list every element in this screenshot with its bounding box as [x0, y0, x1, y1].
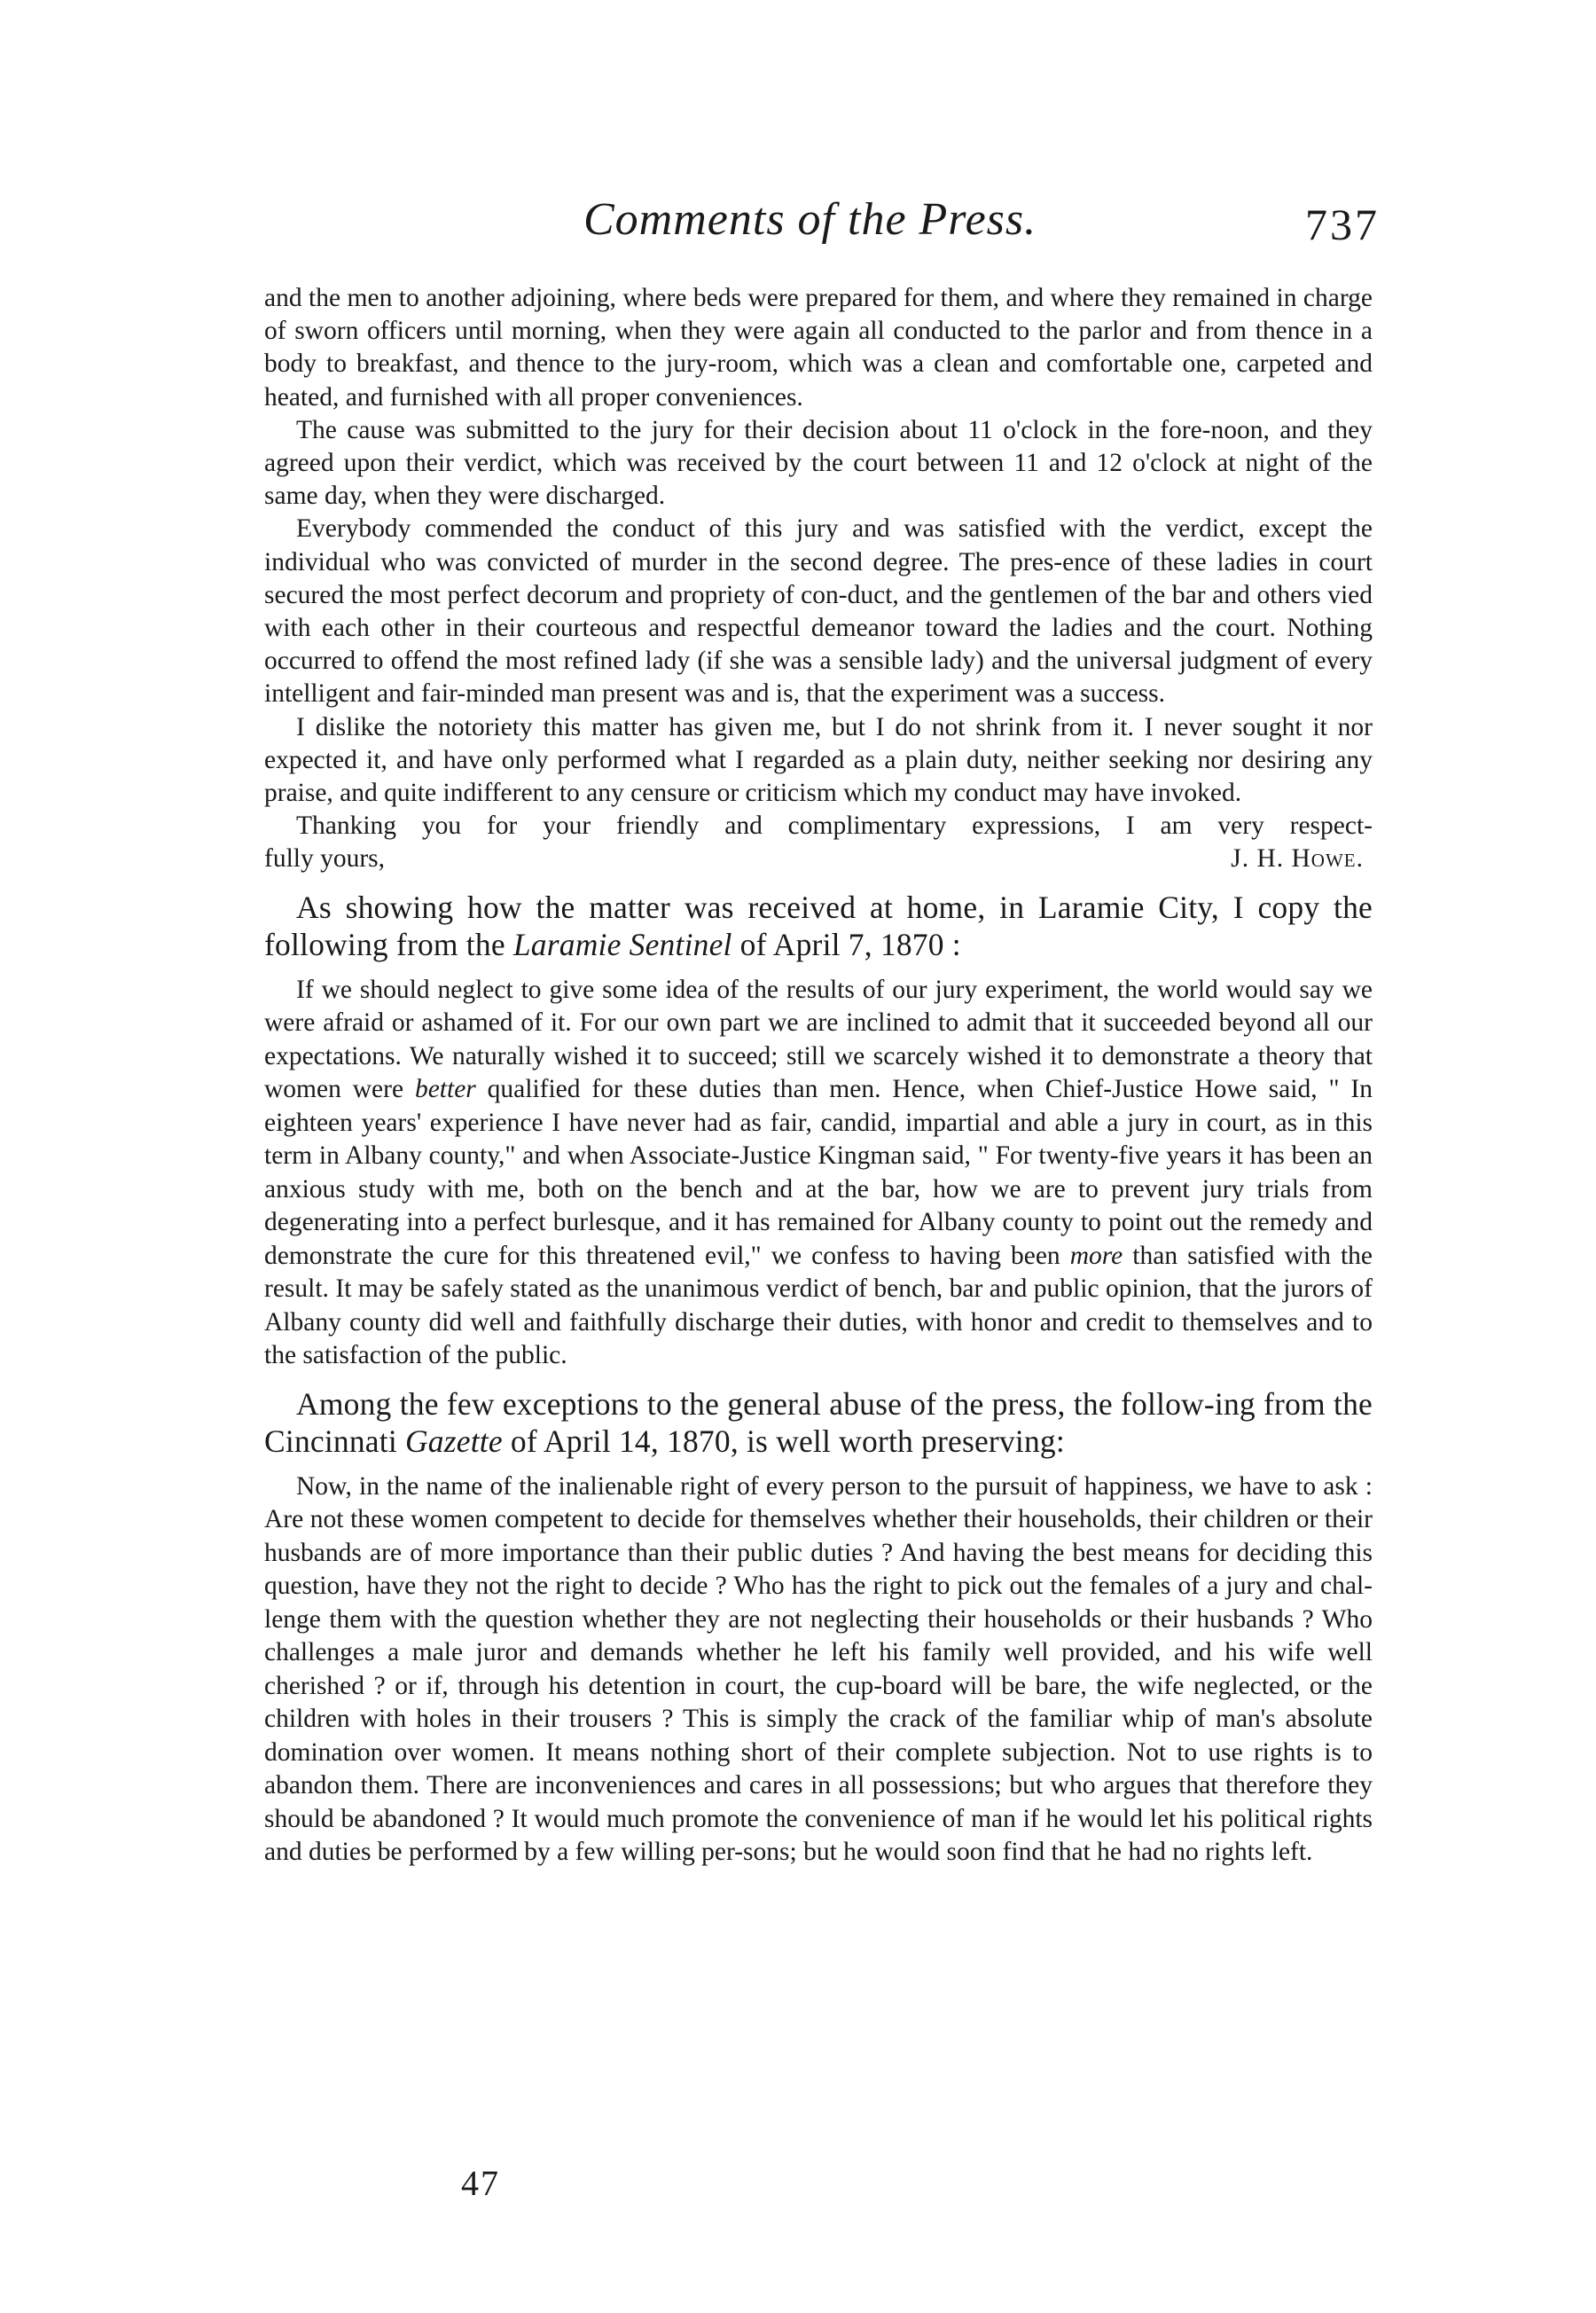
intro-sentinel-source: Laramie Sentinel	[512, 926, 732, 962]
intro-gazette-before: Among the few exceptions to the general abuse of the press, the follow-ing from the Cincinnati	[264, 1385, 1373, 1459]
sentinel-quote	[264, 974, 1373, 1373]
letter-signature: J. H. Howe.	[1231, 844, 1364, 874]
letter-paragraph-2: The cause was submitted to the jury for their decision about 11 o'clock in the fore-noon, and they agreed upon their verdict, which was received by the court between 11 and 12 o'clock at night of the same day, when they were discharged.	[264, 415, 1373, 511]
letter-paragraph-4: I dislike the notoriety this matter has given me, but I do not shrink from it. I never sought it nor expected it, and have only performed what I regarded as a plain duty, neither seeking nor desiring any praise, and quite indifferent to any censure or criticism which my conduct may have invoked.	[264, 712, 1373, 808]
running-title: Comments of the Press.	[583, 194, 1037, 245]
intro-paragraph-sentinel	[264, 889, 1373, 963]
gazette-quote: Now, in the name of the inalienable right of every person to the pursuit of happiness, we have to ask : Are not these women competent to decide for themselves whether their households, their children or their husbands are of more importance than their public duties ? And having the best means for deciding this question, have they not the right to decide ? Who has the right to pick out the females of a jury and chal-lenge them with the question whether they are not neglecting their households or their husbands ? Who challenges a male juror and demands whether he left his family well provided, and his wife well cherished ? or if, through his detention in court, the cup-board will be bare, the wife neglected, or the children with holes in their trousers ? This is simply the crack of the familiar whip of man's absolute domination over women. It means nothing short of their complete subjection. Not to use rights is to abandon them. There are inconveniences and cares in all possessions; but who argues that therefore they should be abandoned ? It would much promote the convenience of man if he would let his political rights and duties be performed by a few willing per-sons; but he would soon find that he had no rights left.	[264, 1471, 1373, 1867]
letter-paragraph-5: Thanking you for your friendly and complimentary expressions, I am very respect-	[296, 812, 1373, 841]
letter-paragraph-3: Everybody commended the conduct of this jury and was satisfied with the verdict, except the individual who was convicted of murder in the second degree. The pres-ence of these ladies in court secured the most perfect decorum and propriety of con-duct, and the gentlemen of the bar and others vied with each other in their courteous and respectful demeanor toward the ladies and the court. Nothing occurred to offend the most refined lady (if she was a sensible lady) and the universal judgment of every intelligent and fair-minded man present was and is, that the experiment was a success.	[264, 514, 1373, 709]
closing-phrase: fully yours,	[264, 844, 386, 874]
sentinel-quote-part-2: qualified for these duties than men. Hence, when Chief-Justice Howe said, " In eighteen years' experience I have never had as fair, candid, impartial and able a jury in court, as in this term in Albany county," and when Associate-Justice Kingman said, " For twenty-five years it has been an anxious study with me, both on the bench and at the bar, how we are to prevent jury trials from degenerating into a perfect burlesque, and it has remained for Albany county to point out the remedy and demonstrate the cure for this threatened evil," we confess to having been	[264, 1075, 1373, 1270]
intro-paragraph-gazette	[264, 1385, 1373, 1460]
intro-sentinel-before: As showing how the matter was received at home, in Laramie City, I copy the following from the	[264, 889, 1373, 962]
sentinel-quote-part-1: If we should neglect to give some idea of the results of our jury experiment, the world would say we were afraid or ashamed of it. For our own part we are inclined to admit that it succeeded beyond all our expectations. We naturally wished it to succeed; still we scarcely wished it to demonstrate a theory that women were	[264, 975, 1373, 1104]
intro-gazette-source: Gazette	[404, 1423, 503, 1459]
intro-gazette-after: of April 14, 1870, is well worth preserving:	[502, 1423, 1065, 1459]
page-header	[264, 193, 1380, 255]
intro-sentinel-after: of April 7, 1870 :	[732, 926, 961, 962]
letter-signoff	[264, 843, 1373, 875]
body-text	[264, 282, 1373, 1870]
signature-mark: 47	[461, 2163, 500, 2203]
letter-paragraph-1: and the men to another adjoining, where beds were prepared for them, and where they remained in charge of sworn officers until morning, when they were again all conducted to the parlor and from thence in a body to breakfast, and thence to the jury-room, which was a clean and comfortable one, carpeted and heated, and furnished with all proper conveniences.	[264, 284, 1373, 412]
page-number: 737	[1305, 200, 1380, 249]
sentinel-quote-part-3: than satisfied with the result. It may be safely stated as the unanimous verdict of bench, bar and public opinion, that the jurors of Albany county did well and faithfully discharge their duties, with honor and credit to themselves and to the satisfaction of the public.	[264, 1241, 1373, 1370]
sentinel-emphasis-better: better	[414, 1075, 476, 1104]
sentinel-emphasis-more: more	[1069, 1241, 1123, 1270]
